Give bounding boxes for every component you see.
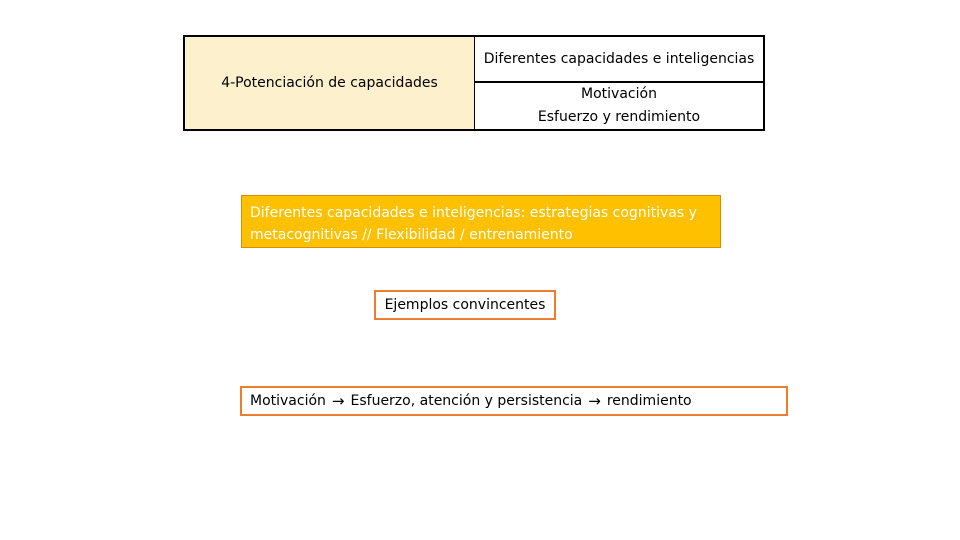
flow-step-performance: rendimiento	[606, 393, 692, 409]
examples-box	[374, 290, 556, 320]
arrow-right-icon: →	[331, 392, 345, 410]
table-right-top-text: Diferentes capacidades e inteligencias	[483, 51, 755, 67]
table-left-cell	[185, 37, 475, 129]
table-right-top-cell	[475, 37, 763, 83]
flow-step-motivation: Motivación	[250, 393, 326, 409]
table-right-bottom-cell	[475, 83, 763, 129]
strategies-text: Diferentes capacidades e inteligencias: estrategias cognitivas y metacognitivas // Flexibilidad / entrenamiento	[250, 205, 697, 243]
table-left-title: 4-Potenciación de capacidades	[221, 75, 438, 91]
table-right-bottom-line1: Motivación	[581, 86, 657, 102]
arrow-right-icon: →	[588, 392, 601, 410]
strategies-box	[241, 195, 721, 248]
flow-step-effort: Esfuerzo, atención y persistencia	[350, 393, 583, 409]
table-right-column	[475, 37, 763, 129]
capacities-table	[183, 35, 765, 131]
examples-label: Ejemplos convincentes	[384, 297, 546, 313]
motivation-flow-box	[240, 386, 788, 416]
table-right-bottom-line2: Esfuerzo y rendimiento	[537, 109, 701, 125]
